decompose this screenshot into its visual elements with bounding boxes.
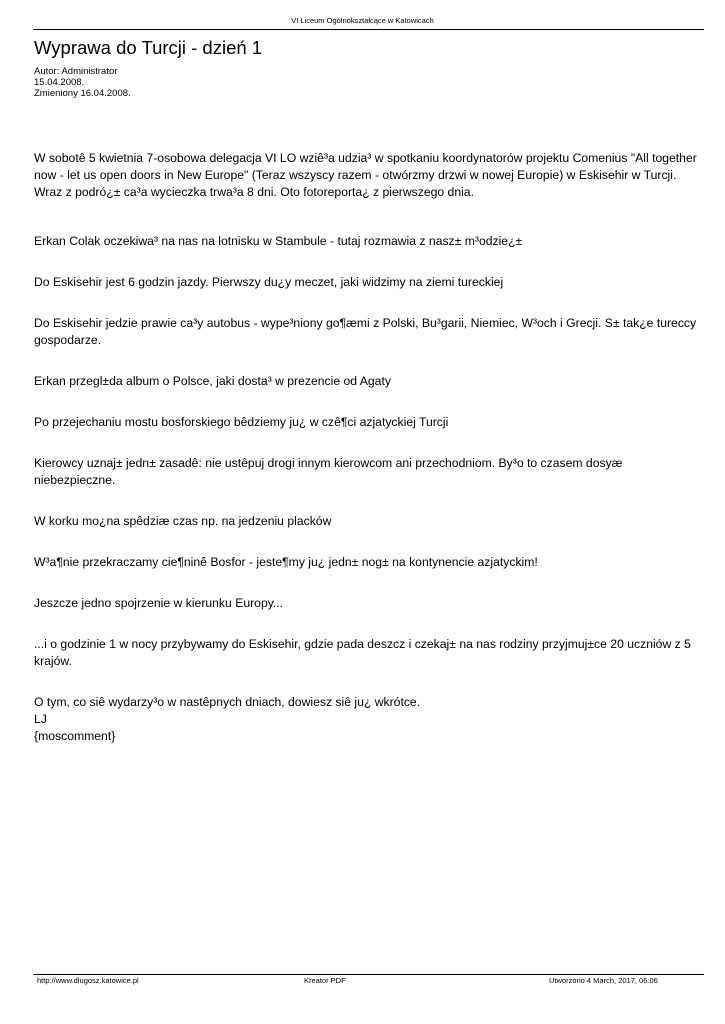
paragraph-bus: Do Eskisehir jedzie prawie ca³y autobus - wype³niony go¶æmi z Polski, Bu³garii, Niemiec, W³och i Grecji. S± tak¿e tureccy gospodarze.: [34, 316, 697, 347]
article-meta: [34, 66, 131, 99]
article-author: Autor: Administrator: [34, 66, 118, 77]
paragraph-arrival: ...i o godzinie 1 w nocy przybywamy do Eskisehir, gdzie pada deszcz i czekaj± na nas rodziny przyjmuj±ce 20 uczniów z 5 krajów.: [34, 637, 691, 668]
page-header-school: VI Liceum Ogólnokształcące w Katowicach: [291, 16, 434, 25]
article-title: Wyprawa do Turcji - dzień 1: [34, 37, 263, 58]
paragraph-bridge: Po przejechaniu mostu bosforskiego bêdziemy ju¿ w czê¶ci azjatyckiej Turcji: [34, 415, 449, 429]
paragraph-intro: W sobotê 5 kwietnia 7-osobowa delegacja VI LO wziê³a udzia³ w spotkaniu koordynatorów projektu Comenius "All together now - let us open doors in New Europe" (Teraz wszyscy razem - otwórzmy drzwi w nowej Europie) w Eskisehir w Turcji. Wraz z podró¿± ca³a wycieczka trwa³a 8 dni. Oto fotoreporta¿ z pierwszego dnia.: [34, 151, 697, 199]
paragraph-europe: Jeszcze jedno spojrzenie w kierunku Europy...: [34, 596, 284, 610]
footer-divider: [33, 974, 704, 975]
article-created-date: 15.04.2008.: [34, 77, 85, 88]
paragraph-mosque: Do Eskisehir jest 6 godzin jazdy. Pierwszy du¿y meczet, jaki widzimy na ziemi tureckiej: [34, 275, 504, 289]
footer-created-date: Utworzono 4 March, 2017, 06:06: [549, 976, 658, 985]
author-signature: LJ: [34, 712, 47, 726]
paragraph-traffic: W korku mo¿na spêdziæ czas np. na jedzeniu placków: [34, 514, 332, 528]
closing-line: O tym, co siê wydarzy³o w nastêpnych dniach, dowiesz siê ju¿ wkrótce.: [34, 695, 421, 709]
article-body: [34, 150, 704, 745]
footer-generator: Kreator PDF: [304, 976, 346, 985]
comment-placeholder: {moscomment}: [34, 729, 116, 743]
paragraph-drivers: Kierowcy uznaj± jedn± zasadê: nie ustêpuj drogi innym kierowcom ani przechodniom. By³o to czasem dosyæ niebezpieczne.: [34, 456, 623, 487]
paragraph-bosphorus: W³a¶nie przekraczamy cie¶ninê Bosfor - jeste¶my ju¿ jedn± nog± na kontynencie azjatyckim!: [34, 555, 538, 569]
header-divider: [33, 29, 704, 30]
paragraph-album: Erkan przegl±da album o Polsce, jaki dosta³ w prezencie od Agaty: [34, 374, 391, 388]
article-modified-date: Zmieniony 16.04.2008.: [34, 88, 131, 99]
paragraph-airport: Erkan Colak oczekiwa³ na nas na lotnisku w Stambule - tutaj rozmawia z nasz± m³odzie¿±: [34, 234, 523, 248]
footer-url: http://www.dlugosz.katowice.pl: [37, 976, 139, 985]
